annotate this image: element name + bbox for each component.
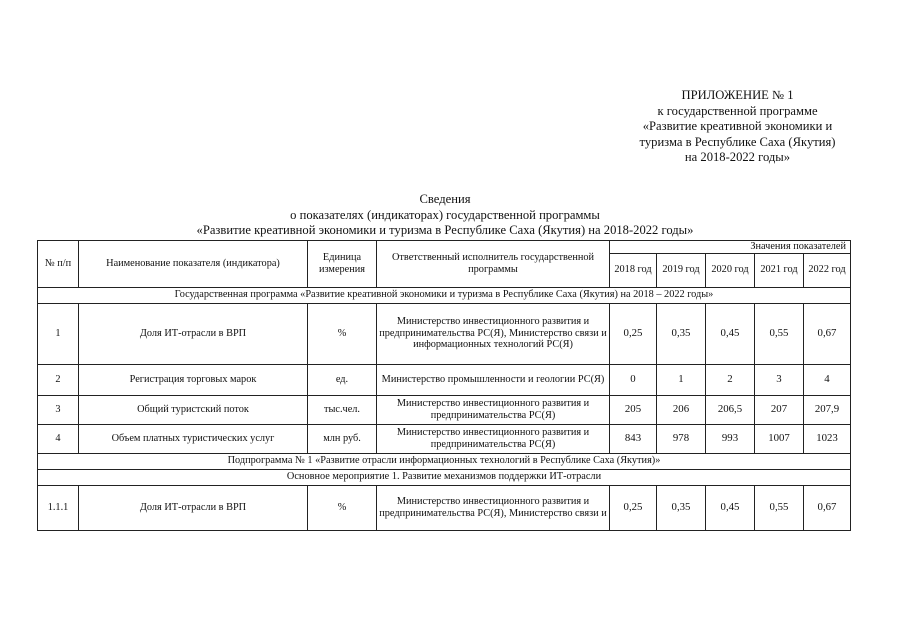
row-value: 0,35 [657,485,706,530]
row-name: Доля ИТ-отрасли в ВРП [79,303,308,364]
appendix-line: туризма в Республике Саха (Якутия) [639,134,836,149]
header-year: 2021 год [755,253,804,287]
header-num: № п/п [38,241,79,288]
table-row [38,485,851,530]
row-executor: Министерство промышленности и геологии РС(Я) [377,364,610,395]
row-value: 0,35 [657,303,706,364]
row-executor: Министерство инвестиционного развития и предпринимательства РС(Я) [377,395,610,424]
row-value: 207 [755,395,804,424]
row-name: Доля ИТ-отрасли в ВРП [79,485,308,530]
table-row [38,303,851,364]
row-unit: % [308,485,377,530]
row-value: 0,55 [755,303,804,364]
heading-line: о показателях (индикаторах) государственной программы [290,207,600,222]
header-year: 2018 год [610,253,657,287]
row-executor: Министерство инвестиционного развития и предпринимательства РС(Я) [377,424,610,453]
row-value: 0,45 [706,303,755,364]
row-name: Общий туристский поток [79,395,308,424]
row-name: Регистрация торговых марок [79,364,308,395]
row-executor: Министерство инвестиционного развития и предпринимательства РС(Я), Министерство связи и информационных технологий РС(Я) [377,303,610,364]
header-year: 2019 год [657,253,706,287]
row-num: 1 [38,303,79,364]
document-heading [40,192,850,239]
table-row [38,424,851,453]
header-name: Наименование показателя (индикатора) [79,241,308,288]
row-num: 2 [38,364,79,395]
row-value: 1 [657,364,706,395]
row-value: 205 [610,395,657,424]
header-executor: Ответственный исполнитель государственной программы [377,241,610,288]
table-row [38,364,851,395]
row-value: 0,45 [706,485,755,530]
row-unit: % [308,303,377,364]
appendix-line: на 2018-2022 годы» [684,150,791,165]
row-num: 1.1.1 [38,485,79,530]
row-value: 0 [610,364,657,395]
row-name: Объем платных туристических услуг [79,424,308,453]
row-num: 3 [38,395,79,424]
row-value: 843 [610,424,657,453]
heading-line: Сведения [419,192,471,206]
appendix-block [620,88,855,166]
row-value: 2 [706,364,755,395]
row-value: 4 [804,364,851,395]
appendix-line: ПРИЛОЖЕНИЕ № 1 [681,88,794,102]
row-value: 206 [657,395,706,424]
row-value: 3 [755,364,804,395]
row-value: 207,9 [804,395,851,424]
row-value: 978 [657,424,706,453]
appendix-line: «Развитие креативной экономики и [642,119,833,134]
activity-section-row: Основное мероприятие 1. Развитие механизмов поддержки ИТ-отрасли [38,469,851,485]
header-values-group: Значения показателей [610,241,851,254]
row-value: 993 [706,424,755,453]
appendix-line: к государственной программе [657,103,818,118]
row-value: 206,5 [706,395,755,424]
row-num: 4 [38,424,79,453]
row-value: 0,25 [610,485,657,530]
row-value: 0,55 [755,485,804,530]
heading-line: «Развитие креативной экономики и туризма в Республике Саха (Якутия) на 2018-2022 годы» [196,223,694,238]
indicators-table [37,240,851,531]
header-unit: Единица измерения [308,241,377,288]
row-value: 1023 [804,424,851,453]
row-unit: млн руб. [308,424,377,453]
header-year: 2020 год [706,253,755,287]
row-unit: ед. [308,364,377,395]
row-executor: Министерство инвестиционного развития и предпринимательства РС(Я), Министерство связи и [377,485,610,530]
row-value: 0,67 [804,303,851,364]
row-value: 0,67 [804,485,851,530]
row-unit: тыс.чел. [308,395,377,424]
program-section-row: Государственная программа «Развитие креативной экономики и туризма в Республике Саха (Якутия) на 2018 – 2022 годы» [38,287,851,303]
table-row [38,395,851,424]
header-year: 2022 год [804,253,851,287]
row-value: 0,25 [610,303,657,364]
subprogram-section-row: Подпрограмма № 1 «Развитие отрасли информационных технологий в Республике Саха (Якутия)» [38,453,851,469]
row-value: 1007 [755,424,804,453]
